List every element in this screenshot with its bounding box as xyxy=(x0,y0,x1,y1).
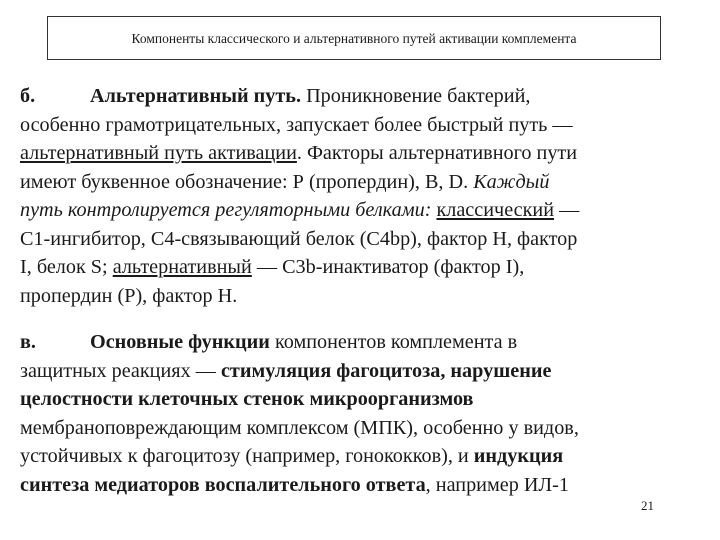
page-number: 21 xyxy=(641,498,654,513)
section-b-text: имеют буквенное обозначение: Р (пропердин), B, D. xyxy=(20,170,474,193)
section-b-line-7 xyxy=(20,253,700,282)
section-v-bold: индукция xyxy=(473,445,564,467)
section-b-heading: Альтернативный путь. xyxy=(90,85,302,107)
section-b-text: — C3b-инактиватор (фактор I), xyxy=(251,256,525,278)
section-v-text: , например ИЛ-1 xyxy=(425,473,569,496)
slide-title: Компоненты классического и альтернативного путей активации комплемента xyxy=(131,30,577,46)
section-b-line-2: особенно грамотрицательных, запускает более быстрый путь — xyxy=(20,113,573,136)
section-b-line-3 xyxy=(20,139,700,168)
section-b-term-alternative: альтернативный xyxy=(112,256,252,278)
section-v-text: устойчивых к фагоцитозу (например, гонококков), и xyxy=(20,445,474,467)
section-v-line-6 xyxy=(20,471,700,500)
slide-title-box xyxy=(47,16,661,60)
section-v-bold: синтеза медиаторов воспалительного ответа xyxy=(20,473,426,496)
section-b-line-1 xyxy=(20,82,700,111)
section-b-line-6: C1-ингибитор, С4-связывающий белок (C4bp), фактор Н, фактор xyxy=(20,227,578,250)
section-v xyxy=(20,328,700,499)
section-b xyxy=(20,82,700,310)
section-v-bold: стимуляция фагоцитоза, нарушение xyxy=(220,359,552,382)
section-b-italic: путь контролируется регуляторными белками: xyxy=(20,199,432,221)
section-b-text: Проникновение бактерий, xyxy=(301,85,531,107)
section-v-line-3 xyxy=(20,385,700,414)
section-b-line-4 xyxy=(20,168,700,197)
section-v-line-1 xyxy=(20,328,700,357)
section-v-line-4: мембраноповреждающим комплексом (МПК), особенно у видов, xyxy=(20,416,579,439)
section-b-term-classic: классический xyxy=(436,199,555,221)
section-v-line-2 xyxy=(20,357,700,386)
section-b-text: — xyxy=(554,199,580,221)
section-b-italic: Каждый xyxy=(473,170,550,193)
section-v-line-5 xyxy=(20,442,700,471)
section-v-heading: Основные функции xyxy=(90,331,270,353)
section-b-letter: б. xyxy=(20,85,36,107)
section-b-term-alt-path: альтернативный путь активации xyxy=(20,142,297,164)
section-v-text: защитных реакциях — xyxy=(20,359,221,382)
section-b-line-5 xyxy=(20,196,700,225)
section-b-text: . Факторы альтернативного пути xyxy=(296,142,578,164)
section-b-text: I, белок S; xyxy=(20,256,113,278)
section-b-line-8: пропердин (Р), фактор Н. xyxy=(20,284,238,307)
section-v-bold: целостности клеточных стенок микроорганизмов xyxy=(20,388,474,410)
section-v-letter: в. xyxy=(20,331,36,353)
section-v-text: компонентов комплемента в xyxy=(269,331,518,353)
